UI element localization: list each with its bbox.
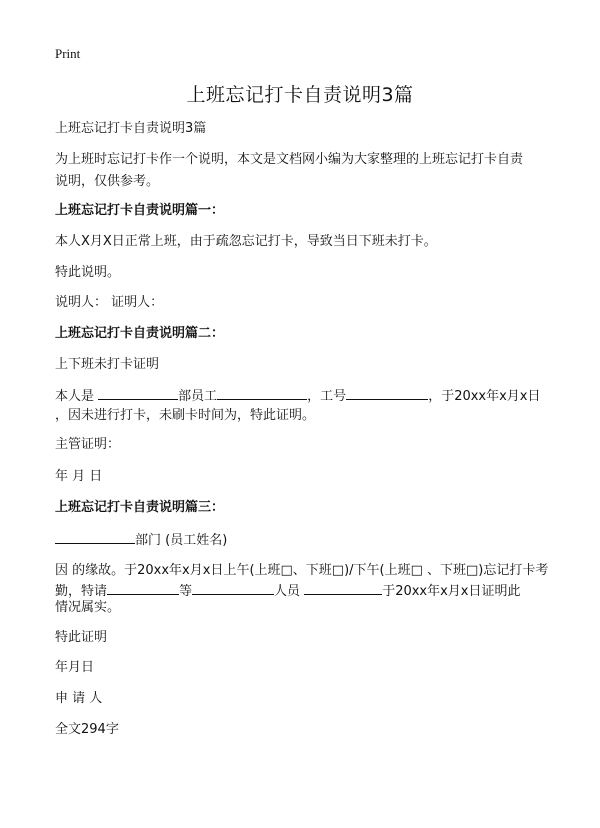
- word-count: 全文294字: [55, 722, 119, 737]
- person-blank: [304, 580, 382, 595]
- form-text: 部门 (员工姓名): [135, 533, 228, 548]
- form-text: 于20xx年x月x日证明此: [382, 584, 521, 599]
- department-blank: [98, 385, 178, 400]
- employee-id-blank: [346, 385, 428, 400]
- intro-text-1: 为上班时忘记打卡作一个说明，本文是文档网小编为大家整理的上班忘记打卡自责: [55, 152, 524, 167]
- section2-form-line-2: ，因未进行打卡，未刷卡时间为，特此证明。: [55, 408, 316, 423]
- section3-date: 年月日: [55, 660, 95, 675]
- section3-statement: 特此证明: [55, 630, 108, 645]
- form-text: 人员: [274, 584, 301, 599]
- section1-signatures: 说明人： 证明人：: [55, 295, 164, 310]
- witness-blank-2: [192, 580, 274, 595]
- date-line: 年 月 日: [55, 469, 103, 484]
- section1-heading: 上班忘记打卡自责说明篇一：: [55, 203, 225, 218]
- section2-subtitle: 上下班未打卡证明: [55, 357, 160, 372]
- witness-blank: [107, 580, 179, 595]
- intro-text-2: 说明，仅供参考。: [55, 174, 160, 189]
- section1-paragraph: 本人X月X日正常上班，由于疏忽忘记打卡，导致当日下班未打卡。: [55, 234, 437, 249]
- form-text: 本人是: [55, 389, 95, 404]
- document-title: 上班忘记打卡自责说明3篇: [186, 84, 414, 106]
- form-text: ，于20xx年x月x日: [428, 389, 541, 404]
- section3-heading: 上班忘记打卡自责说明篇三：: [55, 500, 225, 515]
- print-label: Print: [55, 46, 81, 61]
- section3-form-line-1: [55, 529, 555, 552]
- section1-statement: 特此说明。: [55, 265, 121, 280]
- department-blank: [55, 529, 135, 544]
- form-text: 部员工: [178, 389, 218, 404]
- section3-form-line-4: 情况属实。: [55, 600, 121, 615]
- supervisor-proof: 主管证明：: [55, 437, 121, 452]
- applicant-line: 申 请 人: [55, 691, 103, 706]
- form-text: ，工号: [307, 389, 347, 404]
- form-text: 勤，特请: [55, 584, 108, 599]
- section3-form-line-2: 因 的缘故。于20xx年x月x日上午(上班□、下班□)/下午(上班□ 、下班□)忘记打卡考: [55, 563, 549, 578]
- form-text: 等: [179, 584, 193, 599]
- employee-blank: [217, 385, 307, 400]
- section2-heading: 上班忘记打卡自责说明篇二：: [55, 326, 225, 341]
- intro-line: 上班忘记打卡自责说明3篇: [55, 121, 207, 136]
